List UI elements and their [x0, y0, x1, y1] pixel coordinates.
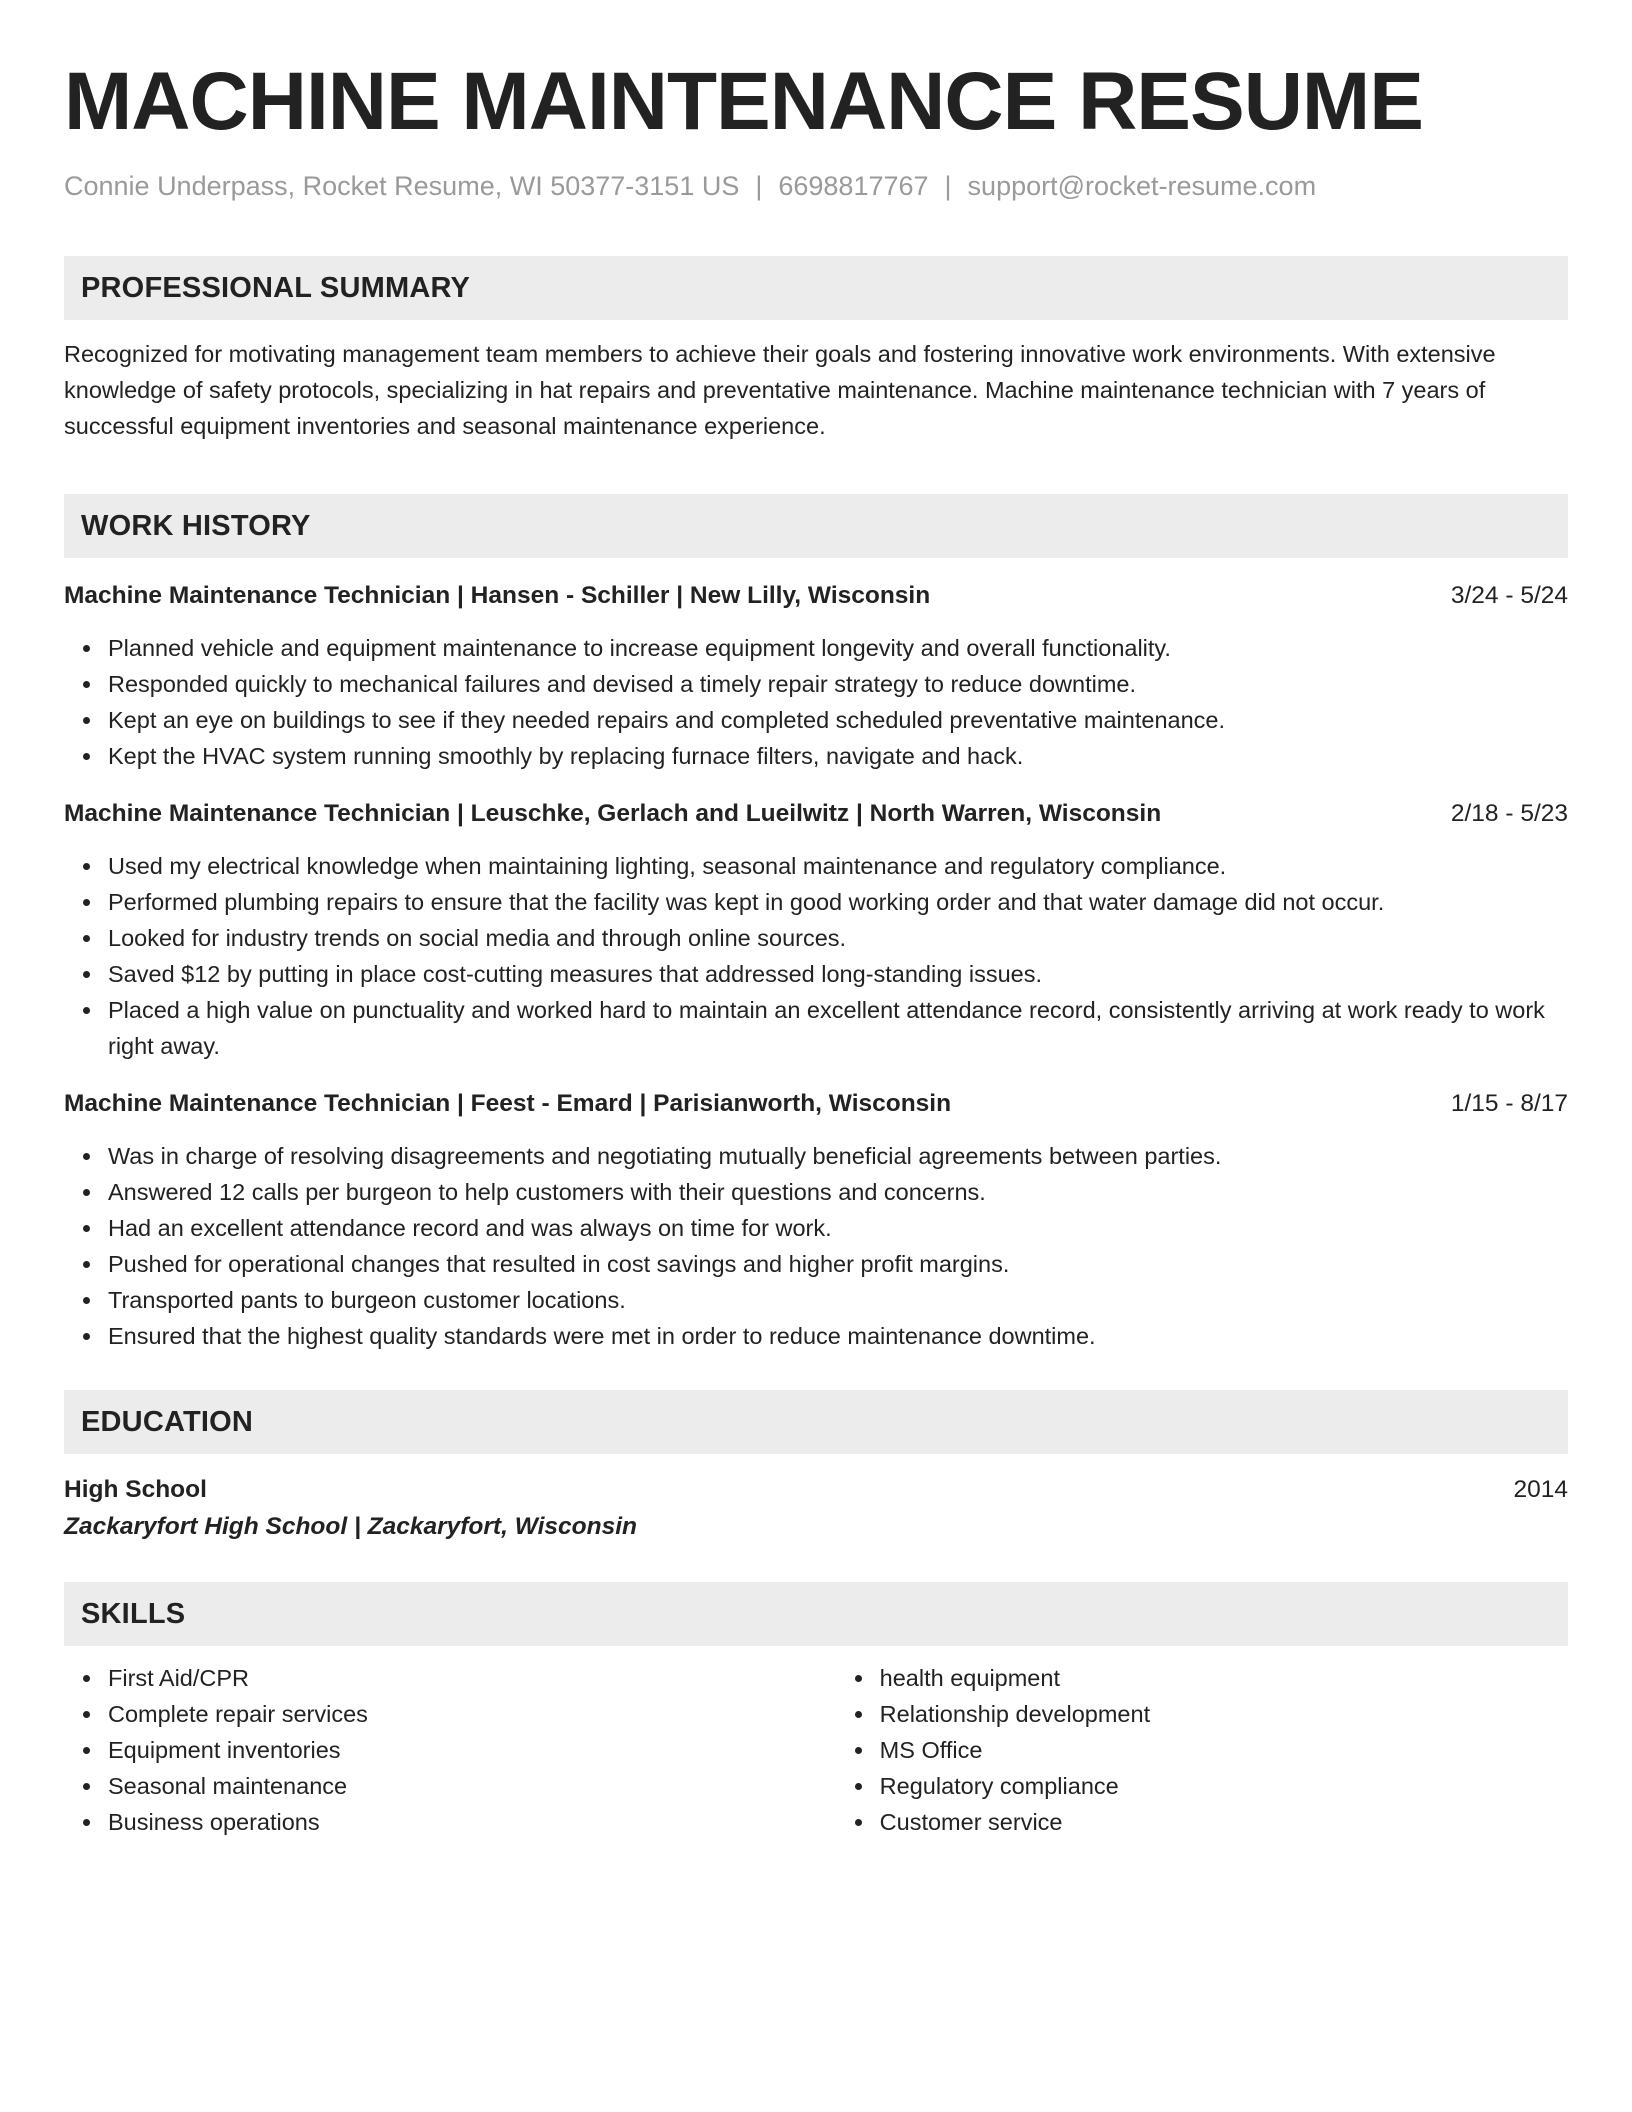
list-item: Planned vehicle and equipment maintenance to increase equipment longevity and overall functionality.	[108, 630, 1568, 666]
education-entry	[64, 1472, 1568, 1546]
list-item: Kept an eye on buildings to see if they needed repairs and completed scheduled preventative maintenance.	[108, 702, 1568, 738]
list-item: Was in charge of resolving disagreements and negotiating mutually beneficial agreements between parties.	[108, 1138, 1568, 1174]
job-title: Machine Maintenance Technician | Feest - Emard | Parisianworth, Wisconsin	[64, 1090, 952, 1117]
job-dates: 2/18 - 5/23	[1450, 800, 1568, 827]
list-item: Performed plumbing repairs to ensure that the facility was kept in good working order and that water damage did not occur.	[108, 884, 1568, 920]
skills-column-1	[64, 1660, 836, 1840]
job-title: Machine Maintenance Technician | Leuschke, Gerlach and Lueilwitz | North Warren, Wisconsin	[64, 800, 1162, 827]
skill-item: Customer service	[880, 1804, 1568, 1840]
contact-separator: |	[944, 171, 952, 201]
list-item: Had an excellent attendance record and was always on time for work.	[108, 1210, 1568, 1246]
contact-separator: |	[755, 171, 763, 201]
section-heading-summary: PROFESSIONAL SUMMARY	[64, 256, 1568, 320]
education-degree: High School	[64, 1476, 207, 1503]
skills-list	[64, 1660, 1568, 1840]
contact-email: support@rocket-resume.com	[967, 171, 1317, 201]
skills-column-2	[836, 1660, 1568, 1840]
list-item: Transported pants to burgeon customer locations.	[108, 1282, 1568, 1318]
resume-title: MACHINE MAINTENANCE RESUME	[64, 56, 1423, 147]
job-entry	[64, 578, 1568, 774]
skill-item: Equipment inventories	[108, 1732, 836, 1768]
list-item: Saved $12 by putting in place cost-cutting measures that addressed long-standing issues.	[108, 956, 1568, 992]
list-item: Used my electrical knowledge when maintaining lighting, seasonal maintenance and regulatory compliance.	[108, 848, 1568, 884]
list-item: Kept the HVAC system running smoothly by replacing furnace filters, navigate and hack.	[108, 738, 1568, 774]
section-heading-skills: SKILLS	[64, 1582, 1568, 1646]
list-item: Placed a high value on punctuality and worked hard to maintain an excellent attendance record, consistently arriving at work ready to work right away.	[108, 992, 1568, 1064]
skill-item: Complete repair services	[108, 1696, 836, 1732]
education-year: 2014	[1513, 1476, 1568, 1503]
list-item: Answered 12 calls per burgeon to help customers with their questions and concerns.	[108, 1174, 1568, 1210]
skill-item: Business operations	[108, 1804, 836, 1840]
contact-phone: 6698817767	[778, 171, 929, 201]
summary-text: Recognized for motivating management team members to achieve their goals and fostering innovative work environments. With extensive knowledge of safety protocols, specializing in hat repairs and preventative maintenance. Machine maintenance technician with 7 years of successful equipment inventories and seasonal maintenance experience.	[64, 341, 1496, 439]
job-bullets	[64, 1138, 1568, 1354]
list-item: Responded quickly to mechanical failures and devised a timely repair strategy to reduce downtime.	[108, 666, 1568, 702]
skill-item: MS Office	[880, 1732, 1568, 1768]
section-heading-work-history: WORK HISTORY	[64, 494, 1568, 558]
job-entry	[64, 796, 1568, 1064]
skill-item: Regulatory compliance	[880, 1768, 1568, 1804]
job-title: Machine Maintenance Technician | Hansen - Schiller | New Lilly, Wisconsin	[64, 582, 931, 609]
job-entry	[64, 1086, 1568, 1354]
job-bullets	[64, 630, 1568, 774]
skill-item: health equipment	[880, 1660, 1568, 1696]
list-item: Pushed for operational changes that resulted in cost savings and higher profit margins.	[108, 1246, 1568, 1282]
education-school: Zackaryfort High School | Zackaryfort, Wisconsin	[64, 1513, 637, 1540]
contact-address: Connie Underpass, Rocket Resume, WI 50377-3151 US	[64, 171, 740, 201]
skill-item: Seasonal maintenance	[108, 1768, 836, 1804]
list-item: Looked for industry trends on social media and through online sources.	[108, 920, 1568, 956]
job-dates: 3/24 - 5/24	[1450, 582, 1568, 609]
contact-line	[64, 168, 1568, 204]
job-bullets	[64, 848, 1568, 1064]
skill-item: Relationship development	[880, 1696, 1568, 1732]
section-heading-education: EDUCATION	[64, 1390, 1568, 1454]
job-dates: 1/15 - 8/17	[1450, 1090, 1568, 1117]
list-item: Ensured that the highest quality standards were met in order to reduce maintenance downtime.	[108, 1318, 1568, 1354]
skill-item: First Aid/CPR	[108, 1660, 836, 1696]
